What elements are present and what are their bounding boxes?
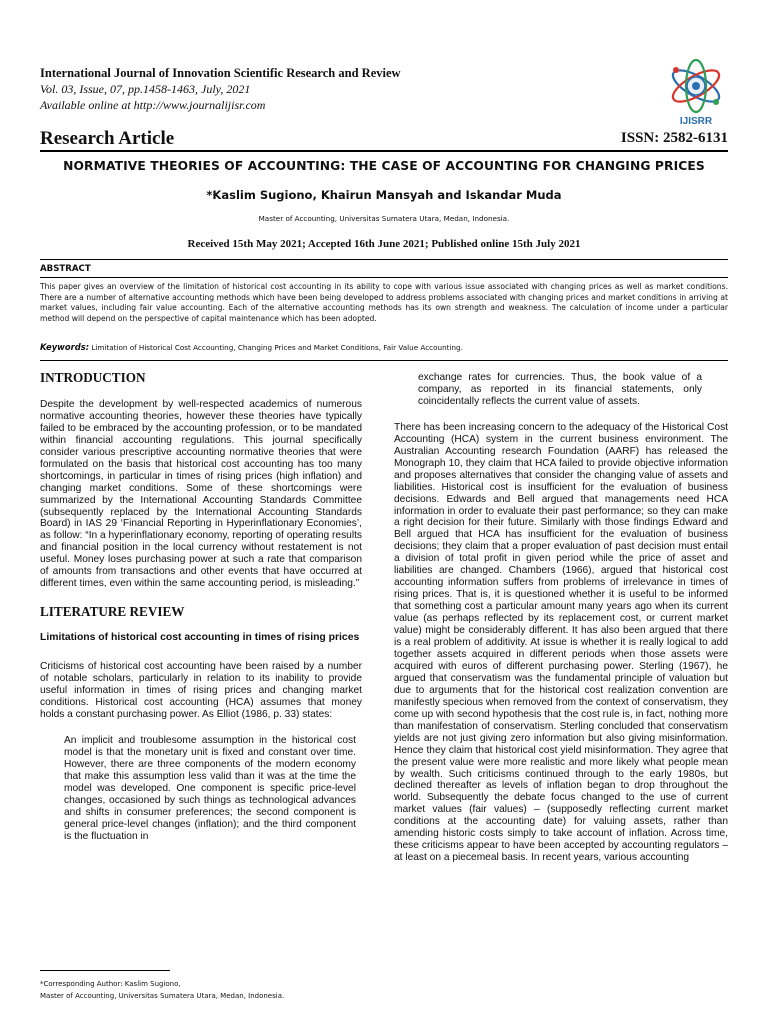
journal-name: International Journal of Innovation Scientific Research and Review — [40, 66, 401, 80]
left-column — [40, 372, 362, 842]
publication-dates: Received 15th May 2021; Accepted 16th June 2021; Published online 15th July 2021 — [187, 238, 581, 250]
right-column — [394, 372, 728, 864]
introduction-heading: INTRODUCTION — [40, 370, 146, 385]
elliot-quote: An implicit and troublesome assumption in the historical cost model is that the monetary unit is fixed and constant over time. However, there are three components of the modern economy that make this assumption less valid than it was at the time the model was developed. One component is specific price-level changes, occasioned by such things as technological advances and shifts in consumer preferences; the second component is general price-level changes (inflation); and the third component is the fluctuation in — [64, 734, 356, 842]
keywords-line — [40, 342, 728, 352]
footnote-affiliation: Master of Accounting, Universitas Sumatera Utara, Medan, Indonesia. — [40, 992, 285, 1000]
footnote-rule — [40, 970, 170, 971]
article-type: Research Article — [40, 128, 175, 149]
affiliation: Master of Accounting, Universitas Sumatera Utara, Medan, Indonesia. — [258, 214, 510, 223]
literature-review-heading: LITERATURE REVIEW — [40, 604, 185, 620]
hca-concern-paragraph: There has been increasing concern to the adequacy of the Historical Cost Accounting (HCA) system in the current business environment. The Australian Accounting research Foundation (AARF) has released the Monograph 10, they claim that HCA failed to provide objective information and proposes alternatives that consider the changing value of assets and liabilities. Historical cost is insufficient for the evaluation of business decisions. Edwards and Bell argued that managements need HCA information in order to evaluate their past performance; so they can make a right decision for their future. Similarly with those findings Edward and Bell argued that HCA has insufficient for the evaluation of business decisions; they claim that a proper evaluation of past decision must entail a division of total profit in given period while the price of asset and liabilities are changed. Chambers (1966), argued that historical cost accounting information suffers from problems of irrelevance in times of rising prices. That is, it is questioned whether it is useful to be informed that something cost a particular amount many years ago when its current value (as perhaps reflected by its replacement cost, or current market value) might be considerably different. It has also been argued that there is a real problem of additivity. At issue is whether it is really logical to add together assets acquired in different periods when those assets were acquired with euros of different purchasing power. Sterling (1967), he argued that conservatism was the fundamental principle of valuation but due to arguments that for the historical cost realization convention are manifestly specious when removed from the context of conservatism, they come up with second hypothesis that the cost rule is, in fact, nothing more than manifestation of conservatism. Sterling concluded that conservatism yields are not just giving zero information but also giving misinformation. Hence they claim that historical cost yield misinformation. They agree that the present value were more realistic and more likely what people mean by wealth. Such criticisms continued through to the early 1980s, but declined thereafter as levels of inflation began to drop throughout the world. Subsequently the debate focus changed to the use of current market values (fair values) – (supposedly reflecting current market conditions at the accounting date) for valuing assets, rather than amending historic costs simply to take account of inflation. Across time, these criticisms appear to have been accepted by accounting regulators – at least on a piecemeal basis. In recent years, various accounting — [394, 421, 728, 864]
author-list: *Kaslim Sugiono, Khairun Mansyah and Iskandar Muda — [206, 188, 562, 202]
literature-paragraph: Criticisms of historical cost accounting have been raised by a number of notable scholars, particularly in relation to its inability to provide useful information in times of rising prices and changing market conditions. Historical cost accounting (HCA) assumes that money holds a constant purchasing power. As Elliot (1986, p. 33) states: — [40, 661, 362, 720]
keywords-label: Keywords: — [40, 342, 90, 352]
paper-title: NORMATIVE THEORIES OF ACCOUNTING: THE CASE OF ACCOUNTING FOR CHANGING PRICES — [63, 159, 705, 173]
journal-logo — [664, 56, 728, 128]
abstract-top-rule — [40, 259, 728, 260]
keywords-text: Limitation of Historical Cost Accounting, Changing Prices and Market Conditions, Fair Value Accounting. — [91, 343, 463, 352]
introduction-paragraph: Despite the development by well-respected academics of numerous normative accounting theories, however these theories have typically failed to be embraced by the accounting profession, or to be mandated within financial accounting regulations. This journal specifically consider various prescriptive accounting normative theories that were formulated on the basis that historical cost accounting has too many shortcomings, in particular in times of rising prices (high inflation) and changing market conditions. Some of these shortcomings were summarized by the International Accounting Standards Committee (subsequently replaced by the International Accounting Standards Board) in IAS 29 ‘Financial Reporting in Hyperinflationary Economies’, as follow: “In a hyperinflationary economy, reporting of operating results and financial position in the local currency without restatement is not useful. Money loses purchasing power at such a rate that comparison of amounts from transactions and other events that have occurred at different times, even within the same accounting period, is misleading.” — [40, 398, 363, 590]
available-online: Available online at http://www.journalijisr.com — [40, 98, 266, 112]
logo-text: IJISRR — [679, 116, 713, 127]
limitations-subheading: Limitations of historical cost accounting in times of rising prices — [40, 632, 360, 644]
atom-logo-icon — [664, 56, 728, 128]
footnote — [40, 978, 360, 1002]
abstract-heading-rule — [40, 277, 728, 278]
abstract-text: This paper gives an overview of the limitation of historical cost accounting in its ability to cope with various issue associated with changing prices as well as market conditions. There are a number of alternative accounting methods which have been being developed to address problems associated with changing prices and market conditions in arriving at market values, including fair value accounting. Each of the alternative accounting methods has its own strength and weakness. The calculation of income under a particular method will depend on the perspective of capital maintenance which has been adopted. — [40, 282, 728, 323]
abstract-heading: ABSTRACT — [40, 264, 91, 274]
issn: ISSN: 2582-6131 — [620, 130, 728, 146]
quote-continuation: exchange rates for currencies. Thus, the book value of a company, as reported in its financial statements, only coincidentally reflects the current value of assets. — [418, 372, 702, 407]
abstract-bottom-rule — [40, 360, 728, 361]
volume-info: Vol. 03, Issue, 07, pp.1458-1463, July, 2021 — [40, 82, 251, 96]
footnote-author: *Corresponding Author: Kaslim Sugiono, — [40, 980, 181, 988]
header-divider — [40, 150, 728, 152]
